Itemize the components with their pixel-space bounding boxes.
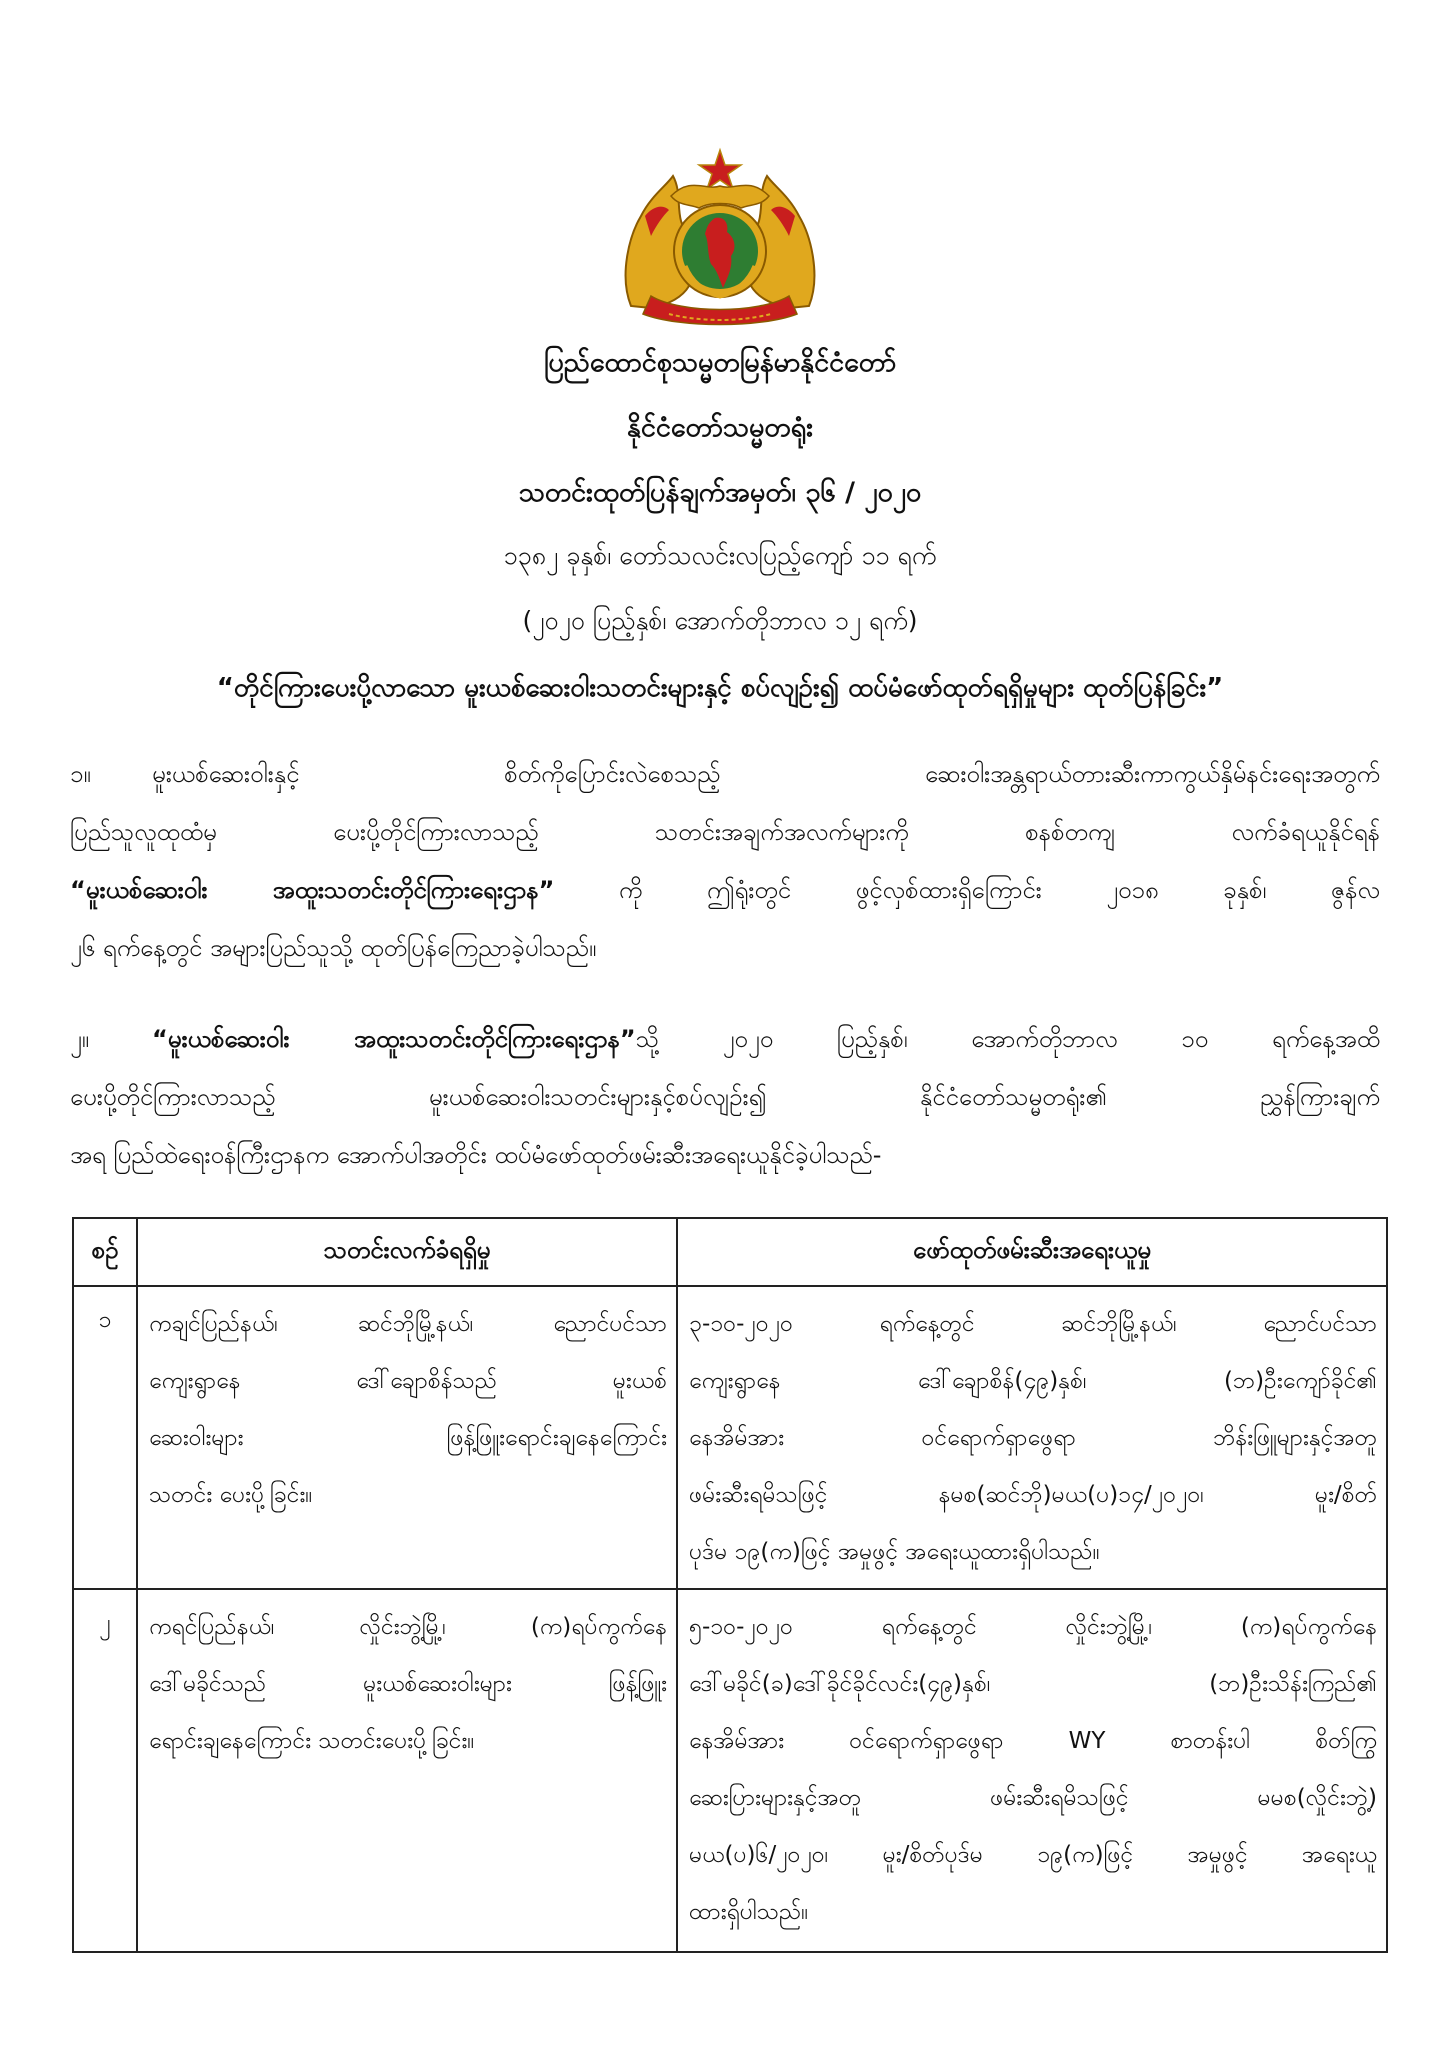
paragraph-2: [70, 1010, 1380, 1184]
cell-line: သတင်း ပေးပို့ခြင်း။: [149, 1482, 313, 1508]
paragraph-text: မူးယစ်ဆေးဝါးနှင့် စိတ်ကိုပြောင်းလဲစေသည့် ဆေးဝါးအန္တရာယ်တားဆီးကာကွယ်နှိမ်နင်းရေးအတွက်: [152, 760, 1380, 788]
office-name: နိုင်ငံတော်သမ္မတရုံး: [626, 412, 814, 443]
paragraph-line: ၂၆ ရက်နေ့တွင် အများပြည်သူသို့ ထုတ်ပြန်ကြေညာခဲ့ပါသည်။: [70, 934, 597, 962]
paragraph-line: ပြည်သူလူထုထံမှ ပေးပို့တိုင်ကြားလာသည့် သတင်းအချက်အလက်များကို စနစ်တကျ လက်ခံရယူနိုင်ရန်: [70, 818, 1380, 846]
paragraph-number: ၂။: [70, 1025, 90, 1053]
cell-line: ဒေါ်မခိုင်သည် မူးယစ်ဆေးဝါးများ ဖြန့်ဖြူး: [149, 1671, 667, 1697]
info-cell: [137, 1286, 677, 1589]
info-cell: [137, 1589, 677, 1952]
paragraph-line: “မူးယစ်ဆေးဝါး အထူးသတင်းတိုင်ကြားရေးဌာန” ကို ဤရုံးတွင် ဖွင့်လှစ်ထားရှိကြောင်း ၂၀၁၈ ခုနှစ်၊ ဇွန်လ: [70, 876, 1380, 904]
cell-line: ရောင်းချနေကြောင်း သတင်းပေးပို့ခြင်း။: [149, 1728, 475, 1754]
myanmar-date: ၁၃၈၂ ခုနှစ်၊ တော်သလင်းလပြည့်ကျော် ၁၁ ရက်: [503, 541, 937, 570]
table-header-row: [73, 1218, 1387, 1286]
paragraph-line: ၂။ “မူးယစ်ဆေးဝါး အထူးသတင်းတိုင်ကြားရေးဌာန”သို့ ၂၀၂၀ ပြည့်နှစ်၊ အောက်တိုဘာလ ၁၀ ရက်နေ့အထိ: [70, 1010, 1380, 1068]
bold-office-name: “မူးယစ်ဆေးဝါး အထူးသတင်းတိုင်ကြားရေးဌာန”: [152, 1025, 636, 1053]
cell-line: ၅-၁၀-၂၀၂၀ ရက်နေ့တွင် လှိုင်းဘွဲ့မြို့၊ (က)ရပ်ကွက်နေ: [689, 1614, 1377, 1640]
cell-line: ကချင်ပြည်နယ်၊ ဆင်ဘိုမြို့နယ်၊ ညောင်ပင်သာ: [149, 1311, 667, 1337]
cell-line: နေအိမ်အား ဝင်ရောက်ရှာဖွေရာ ဘိန်းဖြူများနှင့်အတူ: [689, 1425, 1377, 1451]
country-name: ပြည်ထောင်စုသမ္မတမြန်မာနိုင်ငံတော်: [543, 347, 897, 378]
row-number: ၁: [73, 1286, 137, 1589]
paragraph-1: [70, 745, 1380, 977]
action-cell: [677, 1589, 1387, 1952]
cell-line: မယ(ပ)၆/၂၀၂၀၊ မူး/စိတ်ပုဒ်မ ၁၉(က)ဖြင့် အမှုဖွင့် အရေးယူ: [689, 1842, 1377, 1868]
paragraph-number: ၁။: [70, 760, 91, 788]
gregorian-date: (၂၀၂၀ ပြည့်နှစ်၊ အောက်တိုဘာလ ၁၂ ရက်): [522, 606, 918, 635]
cell-line: ဆေးပြားများနှင့်အတူ ဖမ်းဆီးရမိသဖြင့် မမစ(လှိုင်းဘွဲ့): [689, 1785, 1377, 1811]
paragraph-line: ပေးပို့တိုင်ကြားလာသည့် မူးယစ်ဆေးဝါးသတင်းများနှင့်စပ်လျဉ်း၍ နိုင်ငံတော်သမ္မတရုံး၏ ညွှန်ကြားချက်: [70, 1083, 1380, 1111]
action-cell: [677, 1286, 1387, 1589]
table-row: [73, 1286, 1387, 1589]
cell-line: ဆေးဝါးများ ဖြန့်ဖြူးရောင်းချနေကြောင်း: [149, 1425, 667, 1451]
row-number: ၂: [73, 1589, 137, 1952]
cell-line: ထားရှိပါသည်။: [689, 1899, 809, 1925]
state-emblem-icon: [611, 146, 829, 328]
column-header-no: စဉ်: [73, 1218, 137, 1286]
paragraph-line: အရ ပြည်ထဲရေးဝန်ကြီးဌာနက အောက်ပါအတိုင်း ထပ်မံဖော်ထုတ်ဖမ်းဆီးအရေးယူနိုင်ခဲ့ပါသည်-: [70, 1141, 882, 1169]
paragraph-line: [70, 745, 1380, 803]
cell-line: ကရင်ပြည်နယ်၊ လှိုင်းဘွဲ့မြို့၊ (က)ရပ်ကွက်နေ: [149, 1614, 667, 1640]
cell-line: ဒေါ်မခိုင်(ခ)ဒေါ်ခိုင်ခိုင်လင်း(၄၉)နှစ်၊ (ဘ)ဦးသိန်းကြည်၏: [689, 1671, 1377, 1697]
cell-line: ၃-၁၀-၂၀၂၀ ရက်နေ့တွင် ဆင်ဘိုမြို့နယ်၊ ညောင်ပင်သာ: [689, 1311, 1377, 1337]
bold-office-name: “မူးယစ်ဆေးဝါး အထူးသတင်းတိုင်ကြားရေးဌာန”: [70, 876, 555, 904]
cell-line: ပုဒ်မ ၁၉(က)ဖြင့် အမှုဖွင့် အရေးယူထားရှိပါသည်။: [689, 1539, 1100, 1565]
release-number: သတင်းထုတ်ပြန်ချက်အမှတ်၊ ၃၆ / ၂၀၂၀: [518, 477, 922, 508]
cell-line: ကျေးရွာနေ ဒေါ်ချောစိန်သည် မူးယစ်: [149, 1368, 667, 1394]
cell-line: နေအိမ်အား ဝင်ရောက်ရှာဖွေရာ WY စာတန်းပါ စိတ်ကြွ: [689, 1728, 1377, 1754]
cell-line: ဖမ်းဆီးရမိသဖြင့် နမစ(ဆင်ဘို)မယ(ပ)၁၄/၂၀၂၀၊ မူး/စိတ်: [689, 1482, 1377, 1508]
release-title: “တိုင်ကြားပေးပို့လာသော မူးယစ်ဆေးဝါးသတင်းများနှင့် စပ်လျဉ်း၍ ထပ်မံဖော်ထုတ်ရရှိမှုများ ထုတ်ပြန်ခြင်း”: [216, 673, 1224, 703]
column-header-info: သတင်းလက်ခံရရှိမှု: [137, 1218, 677, 1286]
table-row: [73, 1589, 1387, 1952]
cell-line: ကျေးရွာနေ ဒေါ်ချောစိန်(၄၉)နှစ်၊ (ဘ)ဦးကျော်ခိုင်၏: [689, 1368, 1377, 1394]
action-table: [72, 1217, 1388, 1953]
column-header-action: ဖော်ထုတ်ဖမ်းဆီးအရေးယူမှု: [677, 1218, 1387, 1286]
